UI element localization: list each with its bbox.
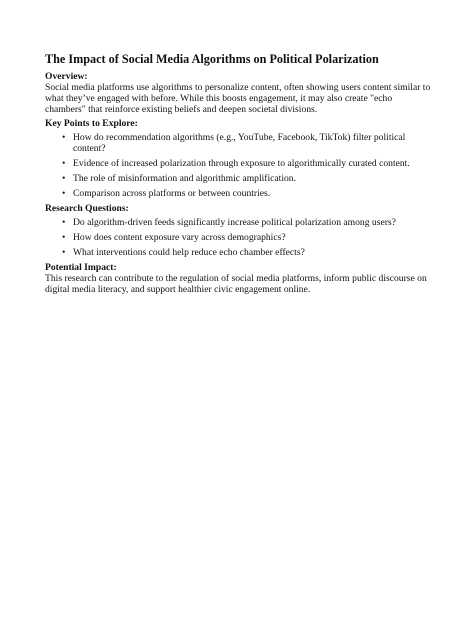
bullet-icon: • [62,173,66,184]
overview-heading: Overview: [45,71,88,82]
bullet-icon: • [62,188,66,199]
list-item-text: Evidence of increased polarization through exposure to algorithmically curated content. [73,158,410,169]
page-title: The Impact of Social Media Algorithms on Political Polarization [45,52,379,66]
research-questions-section [45,203,435,258]
bullet-icon: • [62,158,66,169]
bullet-icon: • [62,232,66,243]
list-item-text: Comparison across platforms or between countries. [73,188,271,199]
potential-impact-section [45,262,435,295]
list-item [45,217,435,228]
list-item [45,188,435,199]
list-item-text: How do recommendation algorithms (e.g., YouTube, Facebook, TikTok) filter political content? [73,132,406,154]
overview-section [45,71,435,115]
overview-text: Social media platforms use algorithms to personalize content, often showing users content similar to what they’ve engaged with before. While this boosts engagement, it may also create "echo chambers" that reinforce existing beliefs and deepen societal divisions. [45,82,431,115]
research-questions-list [45,217,435,258]
list-item [45,173,435,184]
list-item [45,132,435,154]
list-item [45,232,435,243]
potential-impact-text: This research can contribute to the regulation of social media platforms, inform public discourse on digital media literacy, and support healthier civic engagement online. [45,273,427,295]
bullet-icon: • [62,217,66,228]
potential-impact-heading: Potential Impact: [45,262,117,273]
research-questions-heading: Research Questions: [45,203,129,214]
list-item [45,158,435,169]
document-page [45,52,435,298]
key-points-heading: Key Points to Explore: [45,118,138,129]
bullet-icon: • [62,247,66,258]
key-points-section [45,118,435,199]
list-item-text: The role of misinformation and algorithmic amplification. [73,173,296,184]
key-points-list [45,132,435,199]
bullet-icon: • [62,132,66,143]
list-item-text: What interventions could help reduce echo chamber effects? [73,247,305,258]
list-item-text: How does content exposure vary across demographics? [73,232,286,243]
list-item-text: Do algorithm-driven feeds significantly increase political polarization among users? [73,217,396,228]
list-item [45,247,435,258]
